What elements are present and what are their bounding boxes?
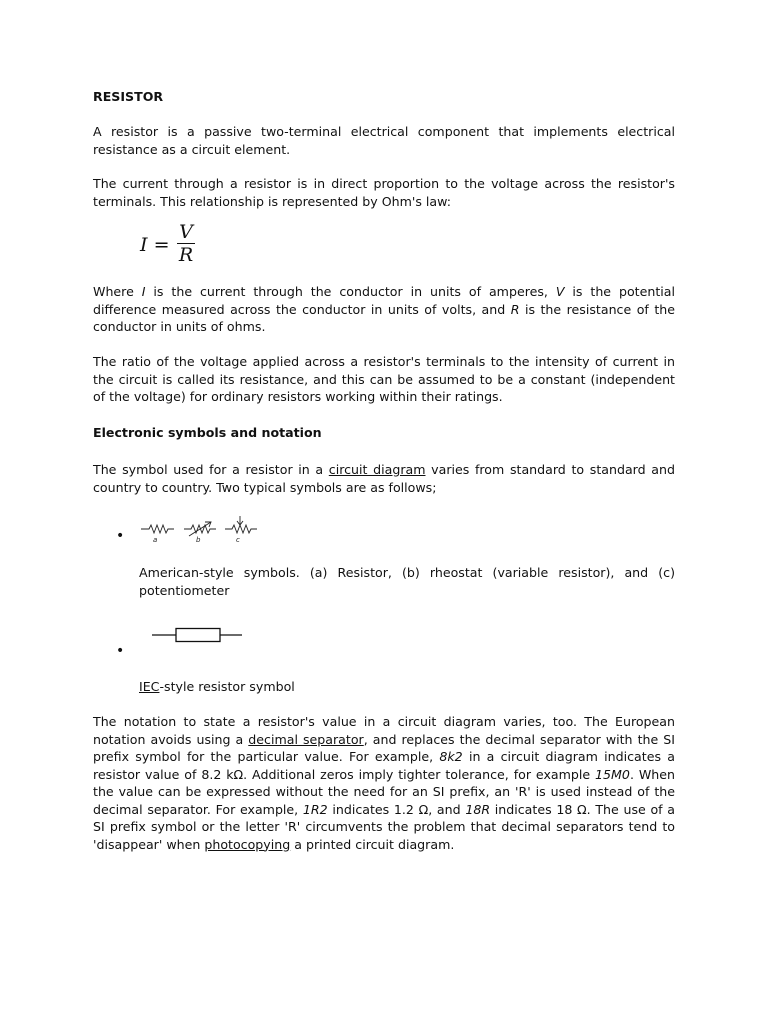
formula-equals: = bbox=[153, 234, 170, 256]
formula-denominator: R bbox=[178, 244, 194, 266]
bullet-1: • bbox=[116, 528, 125, 544]
bullet-2: • bbox=[116, 643, 125, 659]
variables-paragraph: Where I is the current through the conductor in units of amperes, V is the potential difference measured across the conductor in units of volts, and R is the resistance of the conductor in units of ohms. bbox=[93, 284, 675, 334]
iec-symbol-caption: IEC-style resistor symbol bbox=[139, 679, 295, 694]
label-b: b bbox=[196, 536, 201, 544]
iec-resistor-symbol bbox=[150, 625, 245, 645]
decimal-separator-link[interactable]: decimal separator bbox=[248, 731, 364, 747]
american-symbols-caption: American-style symbols. (a) Resistor, (b) rheostat (variable resistor), and (c) potentiometer bbox=[139, 565, 675, 598]
label-a: a bbox=[153, 536, 158, 544]
notation-paragraph: The notation to state a resistor's value in a circuit diagram varies, too. The European notation avoids using a decimal separator, and replaces the decimal separator with the SI prefix symbol for the particular value. For example, 8k2 in a circuit diagram indicates a resistor value of 8.2 kΩ. Additional zeros imply tighter tolerance, for example 15M0. When the value can be expressed without the need for an SI prefix, an 'R' is used instead of the decimal separator. For example, 1R2 indicates 1.2 Ω, and 18R indicates 18 Ω. The use of a SI prefix symbol or the letter 'R' circumvents the problem that decimal separators tend to 'disappear' when photocopying a printed circuit diagram. bbox=[93, 714, 675, 852]
resistor-symbol-a bbox=[141, 525, 174, 533]
page-title: RESISTOR bbox=[93, 89, 164, 104]
american-resistor-symbols bbox=[139, 514, 259, 546]
symbols-paragraph: The symbol used for a resistor in a circuit diagram varies from standard to standard and country to country. Two typical symbols are as follows; bbox=[93, 462, 675, 495]
section-heading: Electronic symbols and notation bbox=[93, 425, 322, 440]
formula-numerator: V bbox=[179, 221, 193, 243]
photocopying-link[interactable]: photocopying bbox=[204, 836, 291, 852]
intro-paragraph: A resistor is a passive two-terminal electrical component that implements electrical resistance as a circuit element. bbox=[93, 124, 675, 157]
circuit-diagram-link[interactable]: circuit diagram bbox=[328, 462, 426, 477]
var-r: R bbox=[510, 301, 520, 317]
potentiometer-symbol-c bbox=[225, 525, 257, 533]
iec-link[interactable]: IEC bbox=[139, 679, 160, 694]
ohms-law-paragraph: The current through a resistor is in direct proportion to the voltage across the resistor's terminals. This relationship is represented by Ohm's law: bbox=[93, 176, 675, 209]
label-c: c bbox=[236, 536, 240, 544]
resistance-paragraph: The ratio of the voltage applied across a resistor's terminals to the intensity of current in the circuit is called its resistance, and this can be assumed to be a constant (independent of the voltage) for ordinary resistors working within their ratings. bbox=[93, 354, 675, 404]
var-i: I bbox=[141, 284, 146, 299]
formula-fraction bbox=[178, 222, 194, 265]
var-v: V bbox=[555, 284, 565, 299]
formula-lhs: I bbox=[140, 234, 148, 256]
